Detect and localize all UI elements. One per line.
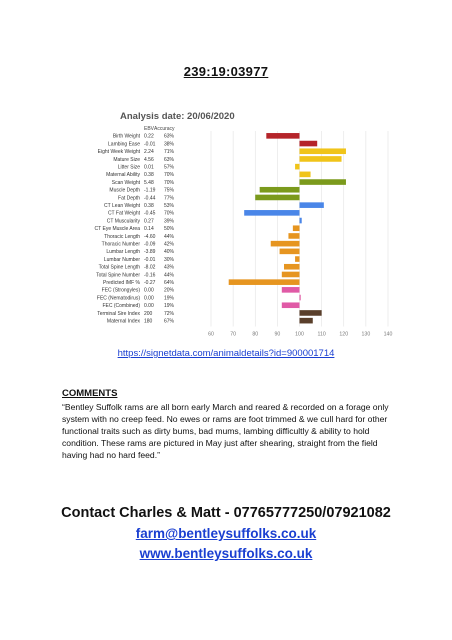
email-link[interactable]: farm@bentleysuffolks.co.uk — [135, 526, 317, 541]
bar — [244, 210, 299, 216]
ebv-value: 0.00 — [144, 303, 154, 310]
trait-label: Fat Depth — [118, 195, 140, 202]
ebv-value: 0.27 — [144, 218, 154, 225]
x-tick-label: 140 — [383, 331, 393, 338]
trait-label: Maternal Ability — [106, 172, 140, 179]
accuracy-column-header: Accuracy — [154, 126, 175, 132]
accuracy-value: 64% — [164, 279, 175, 286]
accuracy-value: 19% — [164, 295, 175, 302]
contact-line: Contact Charles & Matt - 07765777250/07921082 — [61, 505, 391, 521]
bar — [300, 310, 322, 316]
trait-label: Total Spine Number — [96, 272, 140, 279]
accuracy-value: 40% — [164, 249, 175, 256]
trait-label: CT Muscularity — [106, 218, 140, 225]
trait-label: CT Fat Weight — [107, 210, 140, 217]
accuracy-value: 71% — [164, 149, 175, 156]
bar — [282, 302, 300, 308]
accuracy-value: 70% — [164, 179, 175, 186]
bar — [295, 164, 299, 170]
trait-label: Muscle Depth — [109, 187, 140, 194]
accuracy-value: 72% — [164, 310, 175, 317]
bar — [300, 218, 302, 224]
trait-label: Lumbar Length — [106, 249, 140, 256]
ebv-value: -4.60 — [144, 233, 156, 240]
ebv-value: 0.38 — [144, 202, 154, 209]
bar — [295, 256, 299, 262]
ebv-chart — [60, 104, 393, 344]
trait-label: Birth Weight — [112, 133, 140, 140]
bar — [255, 195, 299, 201]
accuracy-value: 63% — [164, 133, 175, 140]
accuracy-value: 70% — [164, 210, 175, 217]
ebv-value: 4.56 — [144, 156, 154, 163]
ebv-value: -0.44 — [144, 195, 156, 202]
ebv-value: -0.27 — [144, 279, 156, 286]
bar — [300, 172, 311, 178]
ebv-value: 0.22 — [144, 133, 154, 140]
ebv-value: -0.45 — [144, 210, 156, 217]
ebv-value: -1.19 — [144, 187, 156, 194]
bar — [280, 249, 300, 255]
trait-label: Lumbar Number — [103, 256, 140, 263]
accuracy-value: 44% — [164, 272, 175, 279]
trait-label: Lambing Ease — [108, 141, 140, 148]
accuracy-value: 63% — [164, 156, 175, 163]
bar — [300, 148, 346, 154]
trait-label: FEC (Strongyles) — [101, 287, 140, 294]
ebv-value: 5.48 — [144, 179, 154, 186]
bar — [300, 318, 313, 324]
trait-label: Thoracic Length — [104, 233, 140, 240]
bar — [300, 156, 342, 162]
accuracy-value: 19% — [164, 303, 175, 310]
trait-label: CT Lean Weight — [104, 202, 140, 209]
comments-heading: COMMENTS — [62, 388, 118, 399]
source-link[interactable]: https://signetdata.com/animaldetails?id=900001714 — [117, 348, 335, 359]
accuracy-value: 42% — [164, 241, 175, 248]
trait-label: Scan Weight — [111, 179, 140, 186]
x-tick-label: 130 — [361, 331, 371, 338]
accuracy-value: 70% — [164, 172, 175, 179]
x-tick-label: 90 — [274, 331, 281, 338]
accuracy-value: 77% — [164, 195, 175, 202]
accuracy-value: 38% — [164, 141, 175, 148]
ebv-value: -0.09 — [144, 241, 156, 248]
website-link[interactable]: www.bentleysuffolks.co.uk — [139, 546, 313, 561]
ebv-value: 0.00 — [144, 295, 154, 302]
bar — [288, 233, 299, 239]
bar — [282, 287, 300, 293]
ebv-value: -0.01 — [144, 141, 156, 148]
trait-label: Thoracic Number — [101, 241, 140, 248]
ebv-value: -3.89 — [144, 249, 156, 256]
trait-label: Litter Size — [117, 164, 140, 171]
trait-label: Eight Week Weight — [97, 149, 140, 156]
bar — [293, 225, 300, 231]
bar — [271, 241, 300, 247]
ebv-value: 0.14 — [144, 226, 154, 233]
ebv-chart-svg — [60, 104, 393, 344]
accuracy-value: 43% — [164, 264, 175, 271]
accuracy-value: 44% — [164, 233, 175, 240]
accuracy-value: 67% — [164, 318, 175, 325]
ebv-value: 180 — [144, 318, 153, 325]
x-tick-label: 110 — [317, 331, 326, 338]
accuracy-value: 57% — [164, 164, 175, 171]
ebv-value: 0.38 — [144, 172, 154, 179]
x-tick-label: 70 — [230, 331, 237, 338]
bar — [300, 202, 324, 208]
bar — [266, 133, 299, 139]
ebv-column-header: EBV — [144, 126, 155, 132]
trait-label: Mature Size — [113, 156, 140, 163]
chart-title: Analysis date: 20/06/2020 — [120, 111, 235, 122]
bar — [300, 295, 301, 301]
bar — [284, 264, 299, 270]
lot-id: 239:19:03977 — [183, 64, 269, 79]
ebv-value: -0.16 — [144, 272, 156, 279]
accuracy-value: 30% — [164, 256, 175, 263]
trait-label: FEC (Nematodirus) — [96, 295, 140, 302]
ebv-value: -0.01 — [144, 256, 156, 263]
accuracy-value: 39% — [164, 218, 175, 225]
x-tick-label: 100 — [295, 331, 304, 338]
bar — [229, 279, 300, 285]
bar — [300, 141, 318, 147]
trait-label: Maternal Index — [106, 318, 140, 325]
ebv-value: -8.02 — [144, 264, 156, 271]
ebv-value: 0.00 — [144, 287, 154, 294]
bar — [300, 179, 346, 185]
accuracy-value: 20% — [164, 287, 175, 294]
accuracy-value: 75% — [164, 187, 175, 194]
ebv-value: 0.01 — [144, 164, 154, 171]
trait-label: FEC (Combined) — [102, 303, 140, 310]
trait-label: Predicted IMF % — [103, 279, 140, 286]
trait-label: Terminal Sire Index — [97, 310, 140, 317]
x-tick-label: 60 — [208, 331, 214, 338]
trait-label: CT Eye Muscle Area — [94, 226, 140, 233]
x-tick-label: 120 — [339, 331, 349, 338]
comments-body: “Bentley Suffolk rams are all born early March and reared & recorded on a forage only system with no creep feed. No ewes or rams are foot trimmed & we cull hard for other functional traits such as dirty bums, bad mums, lambing difficultly & ability to hold condition. These rams are pictured in May just after shearing, straight from the field having had no hard feed.” — [62, 402, 389, 461]
x-tick-label: 80 — [252, 331, 259, 338]
accuracy-value: 50% — [164, 226, 175, 233]
bar — [260, 187, 300, 193]
bar — [282, 272, 300, 278]
ebv-value: 200 — [144, 310, 153, 317]
ebv-value: 2.24 — [144, 149, 154, 156]
trait-label: Total Spine Length — [98, 264, 140, 271]
accuracy-value: 53% — [164, 202, 175, 209]
